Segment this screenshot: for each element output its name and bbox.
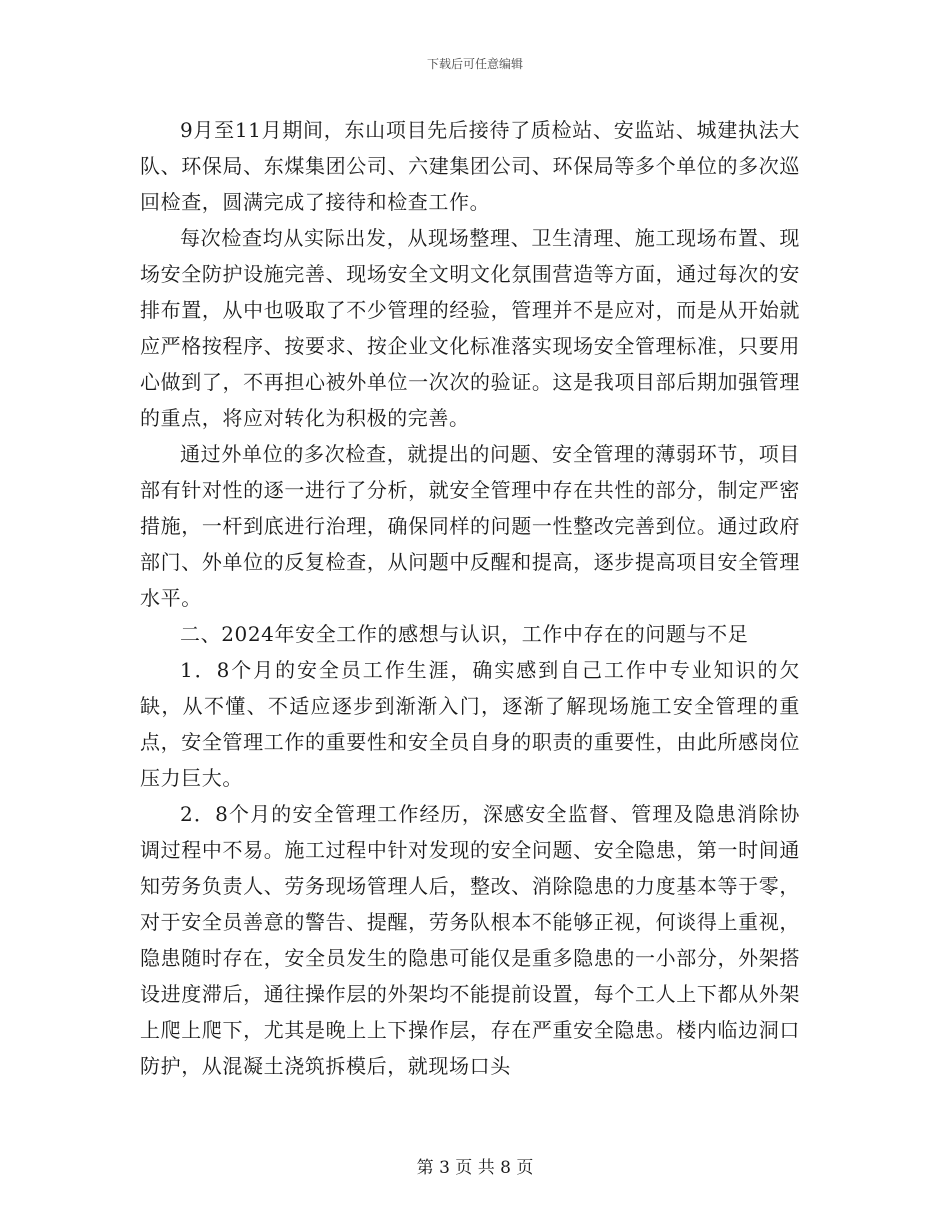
- section-heading: 二、2024年安全工作的感想与认识，工作中存在的问题与不足: [180, 622, 749, 646]
- paragraph-inspections: 9月至11月期间，东山项目先后接待了质检站、安监站、城建执法大队、环保局、东煤集团公司、六建集团公司、环保局等多个单位的多次巡回检查，圆满完成了接待和检查工作。: [140, 118, 800, 214]
- paragraph-rectification: 通过外单位的多次检查，就提出的问题、安全管理的薄弱环节，项目部有针对性的逐一进行了分析，就安全管理中存在共性的部分，制定严密措施，一杆到底进行治理，确保同样的问题一性整改完善到位。通过政府部门、外单位的反复检查，从问题中反醒和提高，逐步提高项目安全管理水平。: [140, 442, 800, 610]
- document-body: [140, 112, 800, 1084]
- paragraph-inspection-lessons: 每次检查均从实际出发，从现场整理、卫生清理、施工现场布置、现场安全防护设施完善、现场安全文明文化氛围营造等方面，通过每次的安排布置，从中也吸取了不少管理的经验，管理并不是应对，而是从开始就应严格按程序、按要求、按企业文化标准落实现场安全管理标准，只要用心做到了，不再担心被外单位一次次的验证。这是我项目部后期加强管理的重点，将应对转化为积极的完善。: [140, 226, 800, 430]
- paragraph-item-2: 2．8个月的安全管理工作经历，深感安全监督、管理及隐患消除协调过程中不易。施工过程中针对发现的安全问题、安全隐患，第一时间通知劳务负责人、劳务现场管理人后，整改、消除隐患的力度基本等于零，对于安全员善意的警告、提醒，劳务队根本不能够正视，何谈得上重视，隐患随时存在，安全员发生的隐患可能仅是重多隐患的一小部分，外架搭设进度滞后，通往操作层的外架均不能提前设置，每个工人上下都从外架上爬上爬下，尤其是晚上上下操作层，存在严重安全隐患。楼内临边洞口防护，从混凝土浇筑拆模后，就现场口头: [140, 802, 800, 1078]
- page-header: 下载后可任意编辑: [426, 57, 523, 71]
- paragraph-item-1: 1．8个月的安全员工作生涯，确实感到自己工作中专业知识的欠缺，从不懂、不适应逐步到渐渐入门，逐渐了解现场施工安全管理的重点，安全管理工作的重要性和安全员自身的职责的重要性，由此所感岗位压力巨大。: [140, 658, 800, 790]
- page-footer: 第 3 页 共 8 页: [416, 1158, 534, 1178]
